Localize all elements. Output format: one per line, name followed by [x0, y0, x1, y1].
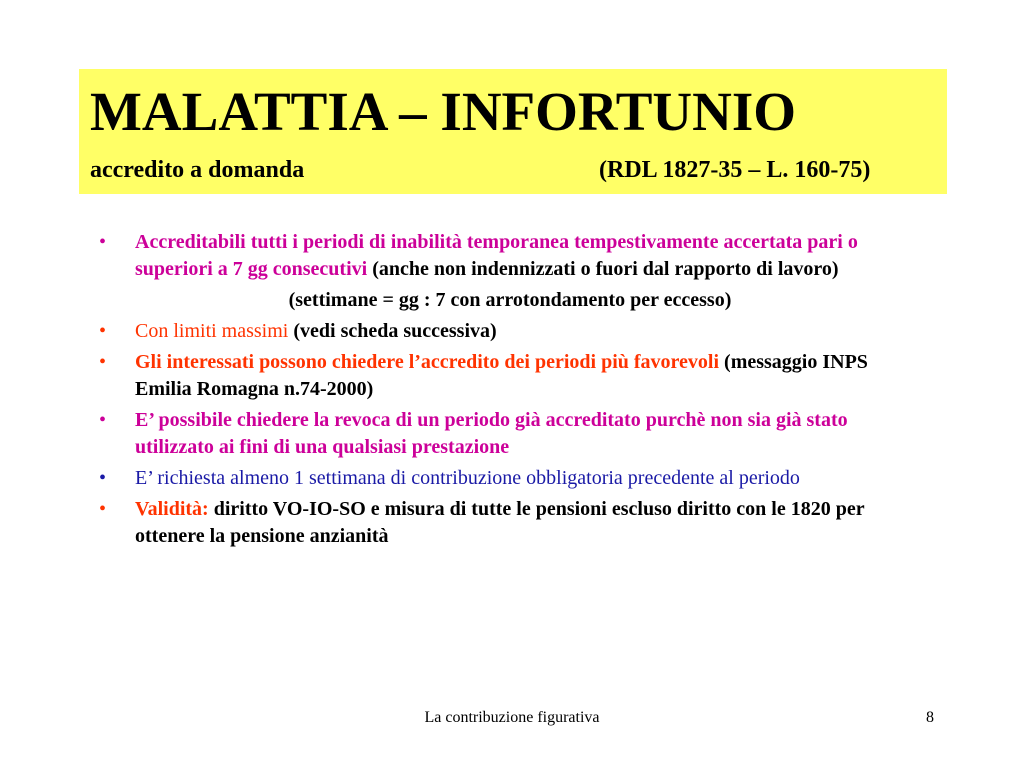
bullet-dot-icon: •: [99, 351, 107, 373]
bullet-item: [95, 318, 925, 345]
bullet-colored-text: Accreditabili tutti i periodi di inabilità temporanea tempestivamente accertata pari o superiori a 7 gg consecutivi: [135, 231, 858, 280]
bullet-dot-icon: •: [99, 231, 107, 253]
footer-text: La contribuzione figurativa: [424, 709, 600, 726]
bullet-colored-text: E’ richiesta almeno 1 settimana di contribuzione obbligatoria precedente al periodo: [135, 467, 800, 489]
bullet-dot-icon: •: [99, 498, 107, 520]
slide-law-reference: (RDL 1827-35 – L. 160-75): [599, 157, 871, 183]
slide-subtitle: accredito a domanda: [90, 157, 305, 183]
bullet-dot-icon: •: [99, 467, 107, 489]
bullet-colored-text: Validità:: [135, 498, 209, 520]
bullet-colored-text: Con limiti massimi: [135, 320, 289, 342]
bullet-rest-text: (messaggio INPS Emilia Romagna n.74-2000): [135, 351, 868, 400]
title-box: [79, 69, 947, 194]
bullet-item: [95, 407, 925, 461]
bullet-rest-text: (anche non indennizzati o fuori dal rapporto di lavoro): [367, 258, 839, 280]
slide-title: MALATTIA – INFORTUNIO: [90, 81, 797, 142]
note-text: (settimane = gg : 7 con arrotondamento per eccesso): [288, 289, 732, 311]
bullet-dot-icon: •: [99, 320, 107, 342]
page-number: 8: [926, 709, 934, 726]
bullet-item: [95, 229, 925, 283]
bullet-item: [95, 496, 925, 550]
bullet-rest-text: diritto VO-IO-SO e misura di tutte le pensioni escluso diritto con le 1820 per ottenere la pensione anzianità: [135, 498, 865, 547]
bullet-item: [95, 349, 925, 403]
bullet-rest-text: (vedi scheda successiva): [288, 320, 497, 342]
bullet-colored-text: Gli interessati possono chiedere l’accredito dei periodi più favorevoli: [135, 351, 720, 373]
bullet-colored-text: E’ possibile chiedere la revoca di un periodo già accreditato purchè non sia già stato utilizzato ai fini di una qualsiasi prestazione: [135, 409, 848, 458]
bullet-list: [95, 229, 925, 554]
bullet-dot-icon: •: [99, 409, 107, 431]
bullet-item: [95, 465, 925, 492]
bullet-note: [95, 287, 925, 314]
